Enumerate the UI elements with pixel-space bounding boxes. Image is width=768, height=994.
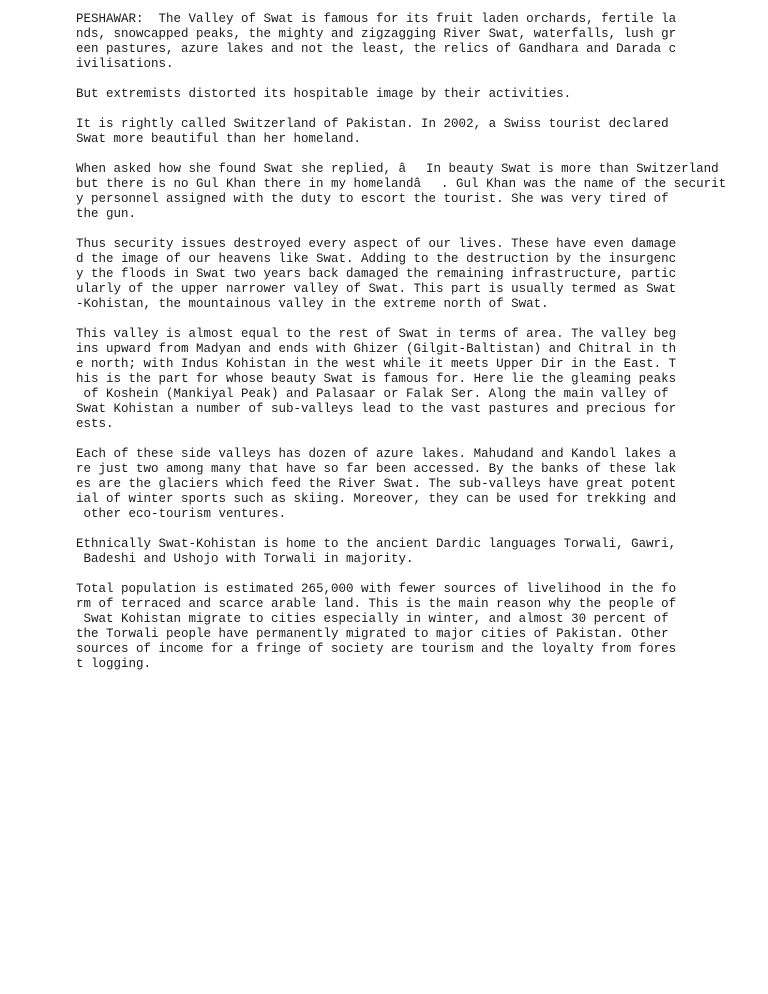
text-line: rm of terraced and scarce arable land. This is the main reason why the people of (76, 597, 677, 611)
text-line: sources of income for a fringe of society are tourism and the loyalty from fores (76, 642, 677, 656)
paragraph (76, 162, 756, 222)
text-line: es are the glaciers which feed the River Swat. The sub-valleys have great potent (76, 477, 677, 491)
text-line: Thus security issues destroyed every aspect of our lives. These have even damage (76, 237, 677, 251)
text-line: This valley is almost equal to the rest of Swat in terms of area. The valley beg (76, 327, 677, 341)
text-line: It is rightly called Switzerland of Pakistan. In 2002, a Swiss tourist declared (76, 117, 669, 131)
text-line: ins upward from Madyan and ends with Ghizer (Gilgit-Baltistan) and Chitral in th (76, 342, 677, 356)
text-line: but there is no Gul Khan there in my homelandâ. Gul Khan was the name of the securit (76, 177, 727, 191)
text-line: the Torwali people have permanently migrated to major cities of Pakistan. Other (76, 627, 669, 641)
text-line: But extremists distorted its hospitable image by their activities. (76, 87, 572, 101)
text-line: nds, snowcapped peaks, the mighty and zigzagging River Swat, waterfalls, lush gr (76, 27, 677, 41)
paragraph (76, 87, 756, 102)
text-line: e north; with Indus Kohistan in the west while it meets Upper Dir in the East. T (76, 357, 677, 371)
text-line: t logging. (76, 657, 152, 671)
text-line: of Koshein (Mankiyal Peak) and Palasaar or Falak Ser. Along the main valley of (76, 387, 669, 401)
text-line: ests. (76, 417, 114, 431)
text-line: PESHAWAR: The Valley of Swat is famous for its fruit laden orchards, fertile la (76, 12, 677, 26)
text-line: the gun. (76, 207, 137, 221)
text-line: d the image of our heavens like Swat. Adding to the destruction by the insurgenc (76, 252, 677, 266)
text-line: Ethnically Swat-Kohistan is home to the ancient Dardic languages Torwali, Gawri, (76, 537, 677, 551)
text-line: y the floods in Swat two years back damaged the remaining infrastructure, partic (76, 267, 677, 281)
text-line: ivilisations. (76, 57, 174, 71)
text-line: Badeshi and Ushojo with Torwali in majority. (76, 552, 414, 566)
text-line: Each of these side valleys has dozen of azure lakes. Mahudand and Kandol lakes a (76, 447, 677, 461)
paragraph (76, 537, 756, 567)
paragraph (76, 447, 756, 522)
document-body (76, 12, 756, 687)
text-line: y personnel assigned with the duty to escort the tourist. She was very tired of (76, 192, 669, 206)
text-line: ularly of the upper narrower valley of Swat. This part is usually termed as Swat (76, 282, 677, 296)
text-line: Swat more beautiful than her homeland. (76, 132, 362, 146)
text-line: his is the part for whose beauty Swat is famous for. Here lie the gleaming peaks (76, 372, 677, 386)
text-line: When asked how she found Swat she replied, âIn beauty Swat is more than Switzerland (76, 162, 719, 176)
text-line: Swat Kohistan a number of sub-valleys lead to the vast pastures and precious for (76, 402, 677, 416)
paragraph (76, 117, 756, 147)
text-line: een pastures, azure lakes and not the least, the relics of Gandhara and Darada c (76, 42, 677, 56)
paragraph (76, 327, 756, 432)
paragraph (76, 582, 756, 672)
text-line: Swat Kohistan migrate to cities especially in winter, and almost 30 percent of (76, 612, 669, 626)
text-line: Total population is estimated 265,000 with fewer sources of livelihood in the fo (76, 582, 677, 596)
text-line: re just two among many that have so far been accessed. By the banks of these lak (76, 462, 677, 476)
text-line: other eco-tourism ventures. (76, 507, 287, 521)
text-line: ial of winter sports such as skiing. Moreover, they can be used for trekking and (76, 492, 677, 506)
paragraph (76, 12, 756, 72)
paragraph (76, 237, 756, 312)
text-line: -Kohistan, the mountainous valley in the extreme north of Swat. (76, 297, 549, 311)
